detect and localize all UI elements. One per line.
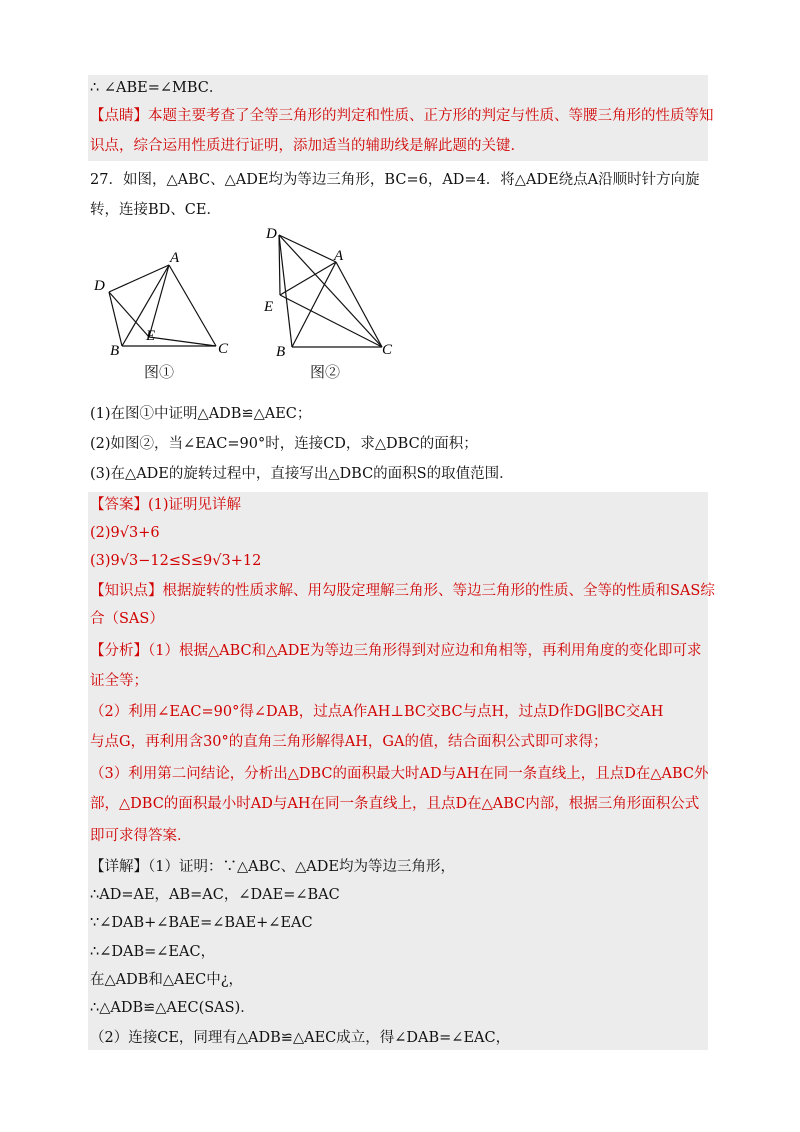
answer-line-2: (2)9√3+6 [90, 525, 160, 541]
analysis-line-4: 与点G，再利用含30°的直角三角形解得AH，GA的值，结合面积公式即可求得； [90, 734, 608, 750]
detail-line-5: 在△ADB和△AEC中¿， [90, 972, 243, 988]
answer-line-1: 【答案】(1)证明见详解 [90, 497, 242, 513]
question-line-1: 27．如图，△ABC、△ADE均为等边三角形，BC=6，AD=4．将△ADE绕点A沿顺时针方向旋 [90, 172, 700, 188]
conclusion-line: ∴ ∠ABE=∠MBC． [90, 80, 224, 96]
fig1-label-a: A [170, 250, 180, 266]
analysis-line-6: 部，△DBC的面积最小时AD与AH在同一条直线上，且点D在△ABC内部，根据三角形面积公式 [90, 796, 700, 812]
analysis-line-3: （2）利用∠EAC=90°得∠DAB，过点A作AH⊥BC交BC与点H，过点D作DG∥BC交AH [90, 704, 664, 720]
question-line-2: 转，连接BD、CE． [90, 202, 221, 218]
fig2-label-d: D [266, 226, 277, 242]
analysis-line-5: （3）利用第二问结论，分析出△DBC的面积最大时AD与AH在同一条直线上，且点D在△ABC外 [90, 766, 709, 782]
comment-line-2: 识点，综合运用性质进行证明，添加适当的辅助线是解此题的关键． [90, 138, 525, 154]
analysis-line-1: 【分析】（1）根据△ABC和△ADE为等边三角形得到对应边和角相等，再利用角度的变化即可求 [90, 643, 702, 659]
fig1-label-b: B [110, 343, 120, 359]
part-3: (3)在△ADE的旋转过程中，直接写出△DBC的面积S的取值范围． [90, 466, 514, 482]
comment-line-1: 【点睛】本题主要考查了全等三角形的判定和性质、正方形的判定与性质、等腰三角形的性质等知 [90, 108, 714, 124]
analysis-line-7: 即可求得答案． [90, 828, 192, 844]
detail-line-4: ∴∠DAB=∠EAC， [90, 944, 216, 960]
detail-line-6: ∴△ADB≌△AEC(SAS)． [90, 1000, 255, 1016]
knowledge-line-2: 合（SAS） [90, 611, 164, 627]
knowledge-line-1: 【知识点】根据旋转的性质求解、用勾股定理解三角形、等边三角形的性质、全等的性质和SAS综 [90, 583, 715, 599]
figure-2 [262, 224, 402, 360]
fig1-label-c: C [218, 341, 229, 357]
fig2-label-c: C [382, 342, 393, 358]
figure-1 [90, 240, 250, 360]
part-1: (1)在图①中证明△ADB≌△AEC； [90, 406, 312, 422]
fig1-label-e: E [146, 328, 156, 344]
detail-line-7: （2）连接CE，同理有△ADB≌△AEC成立，得∠DAB=∠EAC， [90, 1030, 511, 1046]
figure-1-caption: 图① [144, 363, 175, 381]
detail-line-3: ∵∠DAB+∠BAE=∠BAE+∠EAC [90, 915, 313, 931]
figure-2-caption: 图② [310, 363, 341, 381]
detail-line-2: ∴AD=AE，AB=AC，∠DAE=∠BAC [90, 887, 340, 903]
fig2-label-a: A [334, 248, 344, 264]
answer-line-3: (3)9√3−12≤S≤9√3+12 [90, 553, 262, 569]
analysis-line-2: 证全等； [90, 673, 148, 689]
fig1-label-d: D [94, 278, 105, 294]
fig2-label-e: E [264, 299, 274, 315]
fig2-label-b: B [276, 344, 286, 360]
part-2: (2)如图②，当∠EAC=90°时，连接CD，求△DBC的面积； [90, 436, 478, 452]
detail-line-1: 【详解】（1）证明：∵△ABC、△ADE均为等边三角形， [90, 859, 455, 875]
